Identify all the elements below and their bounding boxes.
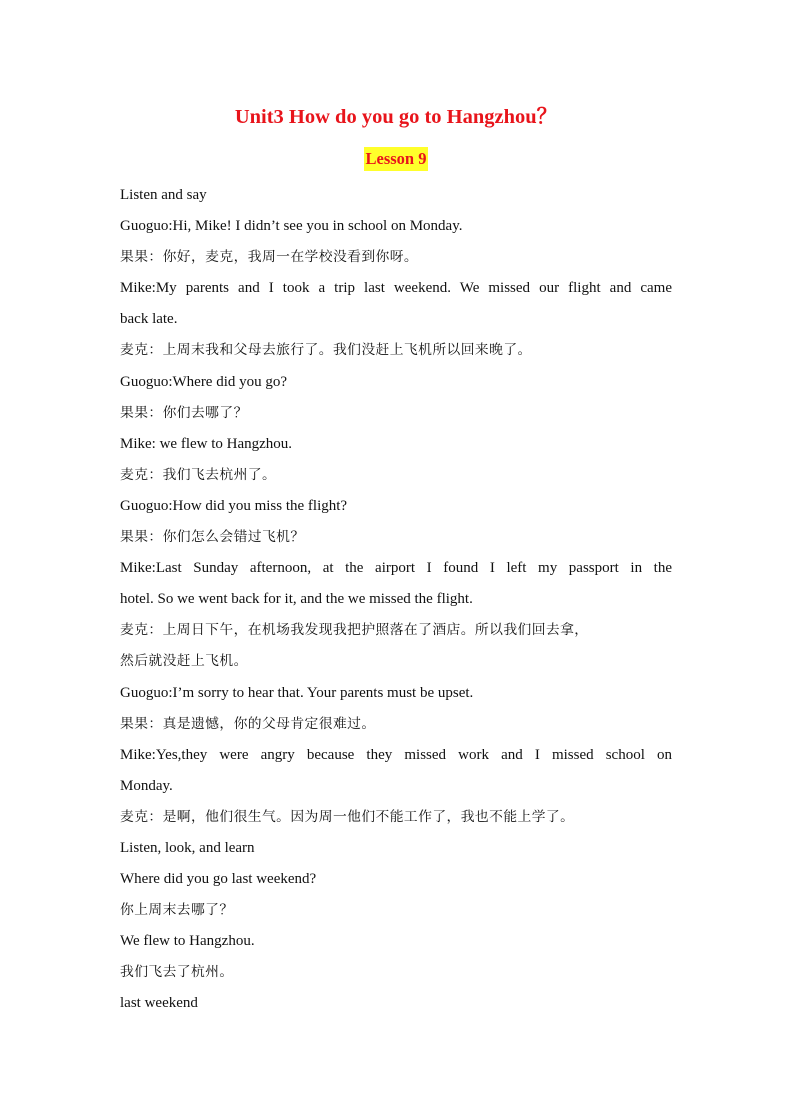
document-title: Unit3 How do you go to Hangzhou？ xyxy=(234,106,558,128)
text-line: Mike:My parents and I took a trip last weekend. We missed our flight and came xyxy=(120,280,672,297)
text-line: back late. xyxy=(120,311,178,328)
text-line: 麦克：我们飞去杭州了。 xyxy=(120,466,277,483)
text-line: Where did you go last weekend? xyxy=(120,871,317,888)
text-line: Mike:Yes,they were angry because they missed work and I missed school on xyxy=(120,746,672,763)
text-line: Guoguo:I’m sorry to hear that. Your parents must be upset. xyxy=(120,684,474,701)
text-line: Guoguo:Hi, Mike! I didn’t see you in school on Monday. xyxy=(120,218,463,235)
text-line: 麦克：上周末我和父母去旅行了。我们没赶上飞机所以回来晚了。 xyxy=(120,342,532,359)
text-line: 然后就没赶上飞机。 xyxy=(120,653,248,670)
text-line: 我们飞去了杭州。 xyxy=(120,964,234,981)
dialogue-body xyxy=(120,180,672,1020)
text-line: 果果：真是遗憾，你的父母肯定很难过。 xyxy=(120,715,376,732)
text-line: 果果：你好，麦克，我周一在学校没看到你呀。 xyxy=(120,249,419,266)
text-line: 麦克：是啊，他们很生气。因为周一他们不能工作了，我也不能上学了。 xyxy=(120,808,575,825)
subtitle-container xyxy=(0,147,792,171)
text-line: 你上周末去哪了？ xyxy=(120,902,234,919)
text-line: 果果：你们怎么会错过飞机？ xyxy=(120,529,305,546)
text-line: Monday. xyxy=(120,777,173,794)
text-line: last weekend xyxy=(120,995,198,1012)
text-line: 果果：你们去哪了？ xyxy=(120,404,248,421)
text-line: Listen, look, and learn xyxy=(120,839,255,856)
text-line: hotel. So we went back for it, and the we missed the flight. xyxy=(120,591,473,608)
text-line: We flew to Hangzhou. xyxy=(120,933,255,950)
text-line: Mike: we flew to Hangzhou. xyxy=(120,435,293,452)
text-line: Listen and say xyxy=(120,187,207,203)
text-line: 麦克：上周日下午，在机场我发现我把护照落在了酒店。所以我们回去拿， xyxy=(120,622,589,639)
lesson-subtitle: Lesson 9 xyxy=(364,147,429,171)
text-line: Mike:Last Sunday afternoon, at the airport I found I left my passport in the xyxy=(120,560,672,577)
text-line: Guoguo:How did you miss the flight? xyxy=(120,497,348,514)
text-line: Guoguo:Where did you go? xyxy=(120,373,288,390)
